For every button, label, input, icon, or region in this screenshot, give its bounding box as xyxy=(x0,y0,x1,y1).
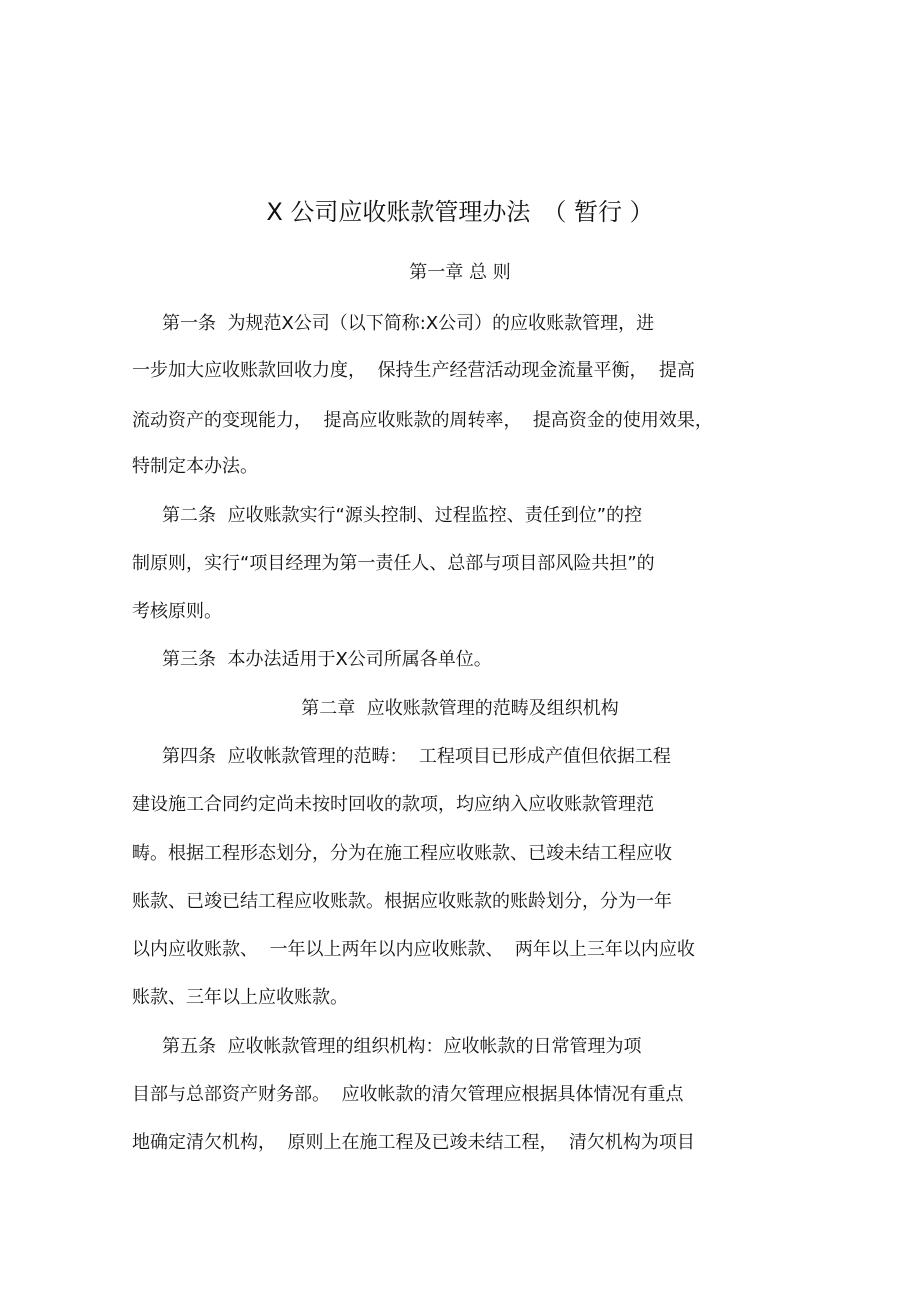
article-4-line-6: 账款、三年以上应收账款。 xyxy=(132,987,348,1008)
chapter-2-heading: 第二章 应收账款管理的范畴及组织机构 xyxy=(301,698,619,719)
article-4-line-5: 以内应收账款、 一年以上两年以内应收账款、 两年以上三年以内应收 xyxy=(132,939,695,960)
article-4-line-2: 建设施工合同约定尚未按时回收的款项，均应纳入应收账款管理范 xyxy=(132,794,654,815)
chapter-1-heading: 第一章 总 则 xyxy=(409,262,511,283)
article-2-line-2: 制原则，实行“项目经理为第一责任人、总部与项目部风险共担”的 xyxy=(132,553,655,574)
article-4-line-3: 畴。根据工程形态划分，分为在施工程应收账款、已竣未结工程应收 xyxy=(132,843,672,864)
article-5-line-2: 目部与总部资产财务部。 应收帐款的清欠管理应根据具体情况有重点 xyxy=(132,1084,684,1105)
article-4-line-1: 第四条 应收帐款管理的范畴： 工程项目已形成产值但依据工程 xyxy=(162,746,671,767)
article-4-line-4: 账款、已竣已结工程应收账款。根据应收账款的账龄划分，分为一年 xyxy=(132,891,672,912)
article-1-line-3: 流动资产的变现能力， 提高应收账款的周转率， 提高资金的使用效果， xyxy=(132,410,713,431)
article-3-line-1: 第三条 本办法适用于X公司所属各单位。 xyxy=(162,649,492,670)
article-5-line-3: 地确定清欠机构， 原则上在施工程及已竣未结工程， 清欠机构为项目 xyxy=(132,1132,695,1153)
article-2-line-1: 第二条 应收账款实行“源头控制、过程监控、责任到位”的控 xyxy=(162,505,643,526)
article-5-line-1: 第五条 应收帐款管理的组织机构：应收帐款的日常管理为项 xyxy=(162,1036,642,1057)
article-1-line-4: 特制定本办法。 xyxy=(132,456,258,477)
article-1-line-1: 第一条 为规范X公司（以下简称:X公司）的应收账款管理，进 xyxy=(162,313,655,334)
article-1-line-2: 一步加大应收账款回收力度， 保持生产经营活动现金流量平衡， 提高 xyxy=(132,360,695,381)
article-2-line-3: 考核原则。 xyxy=(132,601,222,622)
document-title: X 公司应收账款管理办法 （ 暂行 ） xyxy=(266,198,654,226)
